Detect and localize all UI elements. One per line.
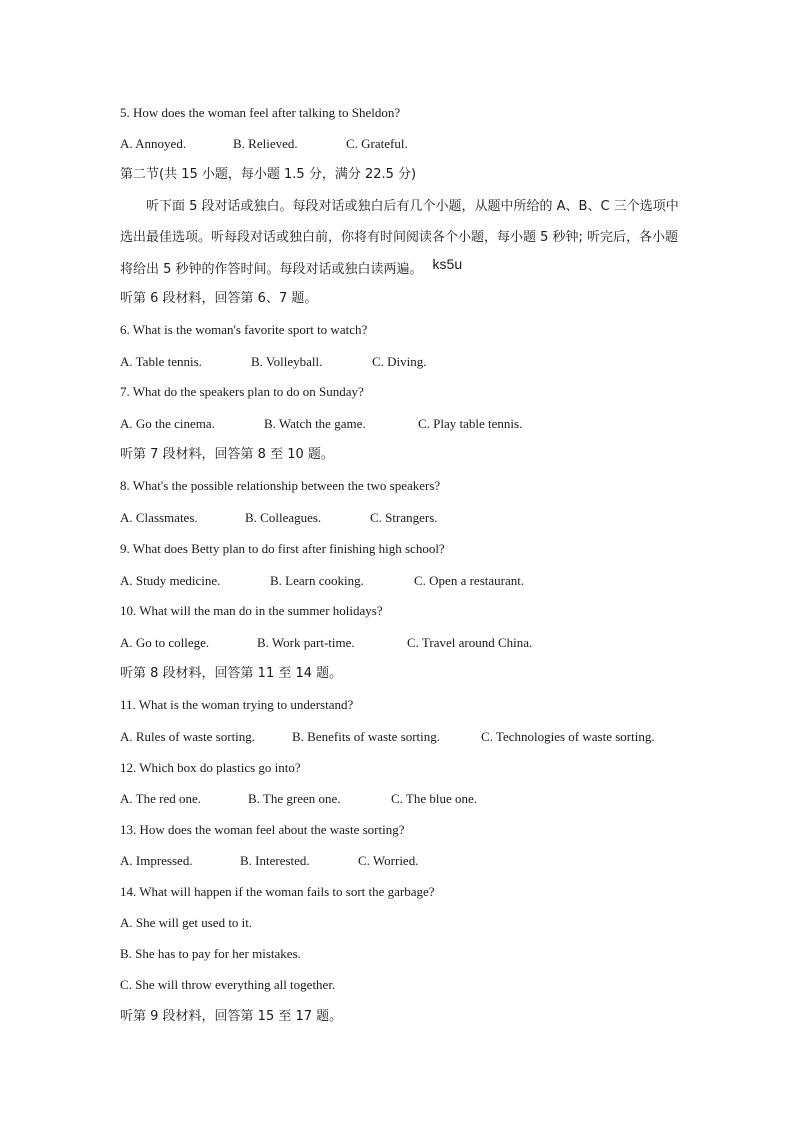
question-5: 5. How does the woman feel after talking to Sheldon? [120,105,401,120]
option-b: B. Benefits of waste sorting. [292,729,441,744]
question-13-options [120,853,418,869]
option-b: B. Learn cooking. [270,573,364,588]
question-10-options [120,635,532,651]
option-a: A. Annoyed. [120,136,187,151]
material-6-heading: 听第 6 段材料，回答第 6、7 题。 [120,291,318,306]
question-14: 14. What will happen if the woman fails to sort the garbage? [120,884,435,899]
question-8-options [120,510,438,526]
watermark-text: ks5u [432,256,463,272]
option-a: A. Study medicine. [120,573,221,588]
section-heading: 第二节(共 15 小题，每小题 1.5 分，满分 22.5 分) [120,167,417,182]
option-b: B. Relieved. [233,136,298,151]
option-a: A. Table tennis. [120,354,202,369]
option-c: C. Strangers. [370,510,438,525]
question-13: 13. How does the woman feel about the waste sorting? [120,822,405,837]
option-b: B. Colleagues. [245,510,322,525]
option-a: A. Go the cinema. [120,416,215,431]
option-a: A. Impressed. [120,853,193,868]
material-9-heading: 听第 9 段材料，回答第 15 至 17 题。 [120,1009,343,1024]
option-a: A. Go to college. [120,635,210,650]
question-6-options [120,354,427,370]
question-14-option-a: A. She will get used to it. [120,915,253,930]
option-b: B. Interested. [240,853,310,868]
question-7: 7. What do the speakers plan to do on Sunday? [120,384,364,399]
section-instructions [120,191,680,285]
option-c: C. Grateful. [346,136,408,151]
question-10: 10. What will the man do in the summer holidays? [120,603,383,618]
question-11-options [120,729,655,745]
question-5-options [120,136,408,152]
option-a: A. Rules of waste sorting. [120,729,256,744]
question-14-option-b: B. She has to pay for her mistakes. [120,946,301,961]
question-8: 8. What's the possible relationship between the two speakers? [120,478,441,493]
question-9: 9. What does Betty plan to do first after finishing high school? [120,541,445,556]
option-c: C. The blue one. [391,791,478,806]
option-c: C. Travel around China. [407,635,533,650]
question-14-option-c: C. She will throw everything all together. [120,977,336,992]
option-b: B. Watch the game. [264,416,366,431]
option-a: A. Classmates. [120,510,198,525]
material-8-heading: 听第 8 段材料，回答第 11 至 14 题。 [120,666,343,681]
question-12-options [120,791,477,807]
instructions-text: 听下面 5 段对话或独白。每段对话或独白后有几个小题，从题中所给的 A、B、C 三个选项中选出最佳选项。听每段对话或独白前，你将有时间阅读各个小题，每小题 5 秒钟; 听完后，各小题将给出 5 秒钟的作答时间。每段对话或独白读两遍。 [120,199,679,277]
option-c: C. Technologies of waste sorting. [481,729,655,744]
question-7-options [120,416,522,432]
option-c: C. Diving. [372,354,427,369]
material-7-heading: 听第 7 段材料，回答第 8 至 10 题。 [120,447,334,462]
option-b: B. The green one. [248,791,341,806]
option-b: B. Work part-time. [257,635,355,650]
option-b: B. Volleyball. [251,354,323,369]
question-6: 6. What is the woman's favorite sport to watch? [120,322,368,337]
option-c: C. Open a restaurant. [414,573,525,588]
option-a: A. The red one. [120,791,201,806]
option-c: C. Play table tennis. [418,416,523,431]
question-11: 11. What is the woman trying to understand? [120,697,354,712]
option-c: C. Worried. [358,853,419,868]
question-9-options [120,573,524,589]
question-12: 12. Which box do plastics go into? [120,760,301,775]
